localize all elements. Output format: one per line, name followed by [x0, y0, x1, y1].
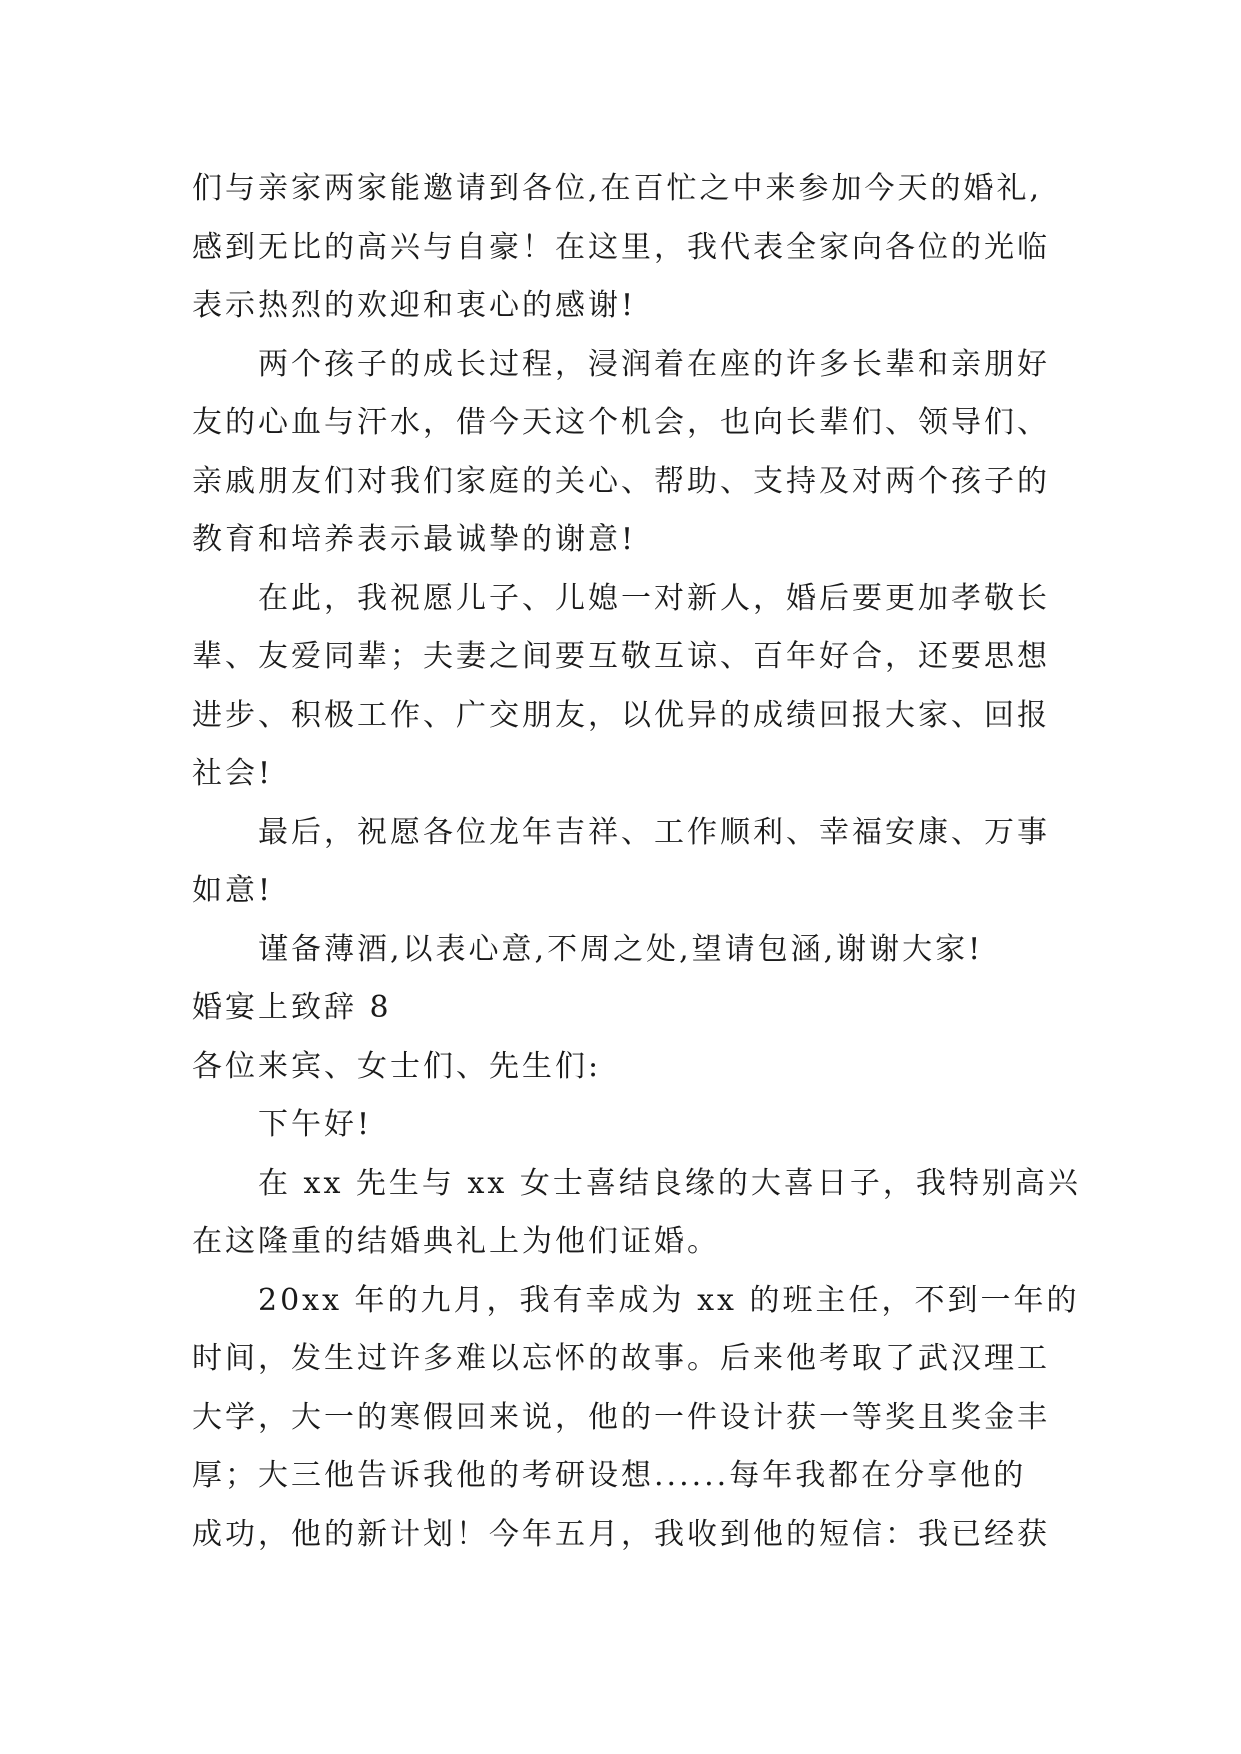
text-line: 谨备薄酒,以表心意,不周之处,望请包涵,谢谢大家! [258, 931, 984, 967]
text-line: 在此，我祝愿儿子、儿媳一对新人，婚后要更加孝敬长 [258, 580, 1050, 616]
text-line: 教育和培养表示最诚挚的谢意! [192, 522, 637, 557]
paragraph [192, 1155, 1081, 1272]
text-line: 婚宴上致辞 8 [192, 990, 392, 1025]
document-body [192, 160, 1081, 1564]
text-line: 最后，祝愿各位龙年吉祥、工作顺利、幸福安康、万事 [258, 814, 1050, 850]
text-line: 时间，发生过许多难以忘怀的故事。后来他考取了武汉理工 [192, 1341, 1050, 1376]
text-line: 20xx 年的九月，我有幸成为 xx 的班主任，不到一年的 [258, 1282, 1080, 1318]
paragraph [192, 336, 1072, 570]
text-line: 辈、友爱同辈；夫妻之间要互敬互谅、百年好合，还要思想 [192, 639, 1050, 674]
text-line: 下午好! [258, 1107, 373, 1142]
text-line: 大学，大一的寒假回来说，他的一件设计获一等奖且奖金丰 [192, 1399, 1050, 1435]
text-line: 在 xx 先生与 xx 女士喜结良缘的大喜日子，我特别高兴 [258, 1165, 1081, 1201]
text-line: 两个孩子的成长过程，浸润着在座的许多长辈和亲朋好 [258, 346, 1050, 382]
paragraph [192, 1038, 1072, 1097]
text-line: 社会! [192, 756, 274, 791]
text-line: 亲戚朋友们对我们家庭的关心、帮助、支持及对两个孩子的 [192, 463, 1050, 499]
text-line: 各位来宾、女士们、先生们: [192, 1048, 602, 1084]
text-line: 进步、积极工作、广交朋友，以优异的成绩回报大家、回报 [192, 697, 1050, 733]
text-line: 在这隆重的结婚典礼上为他们证婚。 [192, 1224, 720, 1259]
text-line: 成功，他的新计划！今年五月，我收到他的短信：我已经获 [192, 1516, 1050, 1552]
paragraph [192, 160, 1072, 336]
paragraph [192, 804, 1072, 921]
paragraph [192, 921, 1072, 980]
text-line: 表示热烈的欢迎和衷心的感谢! [192, 288, 637, 323]
text-line: 友的心血与汗水，借今天这个机会，也向长辈们、领导们、 [192, 405, 1050, 440]
text-line: 们与亲家两家能邀请到各位,在百忙之中来参加今天的婚礼, [192, 171, 1043, 206]
paragraph [192, 1272, 1080, 1565]
text-line: 感到无比的高兴与自豪！在这里，我代表全家向各位的光临 [192, 229, 1050, 265]
text-line: 如意! [192, 873, 274, 908]
paragraph [192, 1096, 1072, 1155]
paragraph [192, 570, 1072, 804]
paragraph [192, 979, 1072, 1038]
text-line: 厚；大三他告诉我他的考研设想......每年我都在分享他的 [192, 1458, 1027, 1493]
